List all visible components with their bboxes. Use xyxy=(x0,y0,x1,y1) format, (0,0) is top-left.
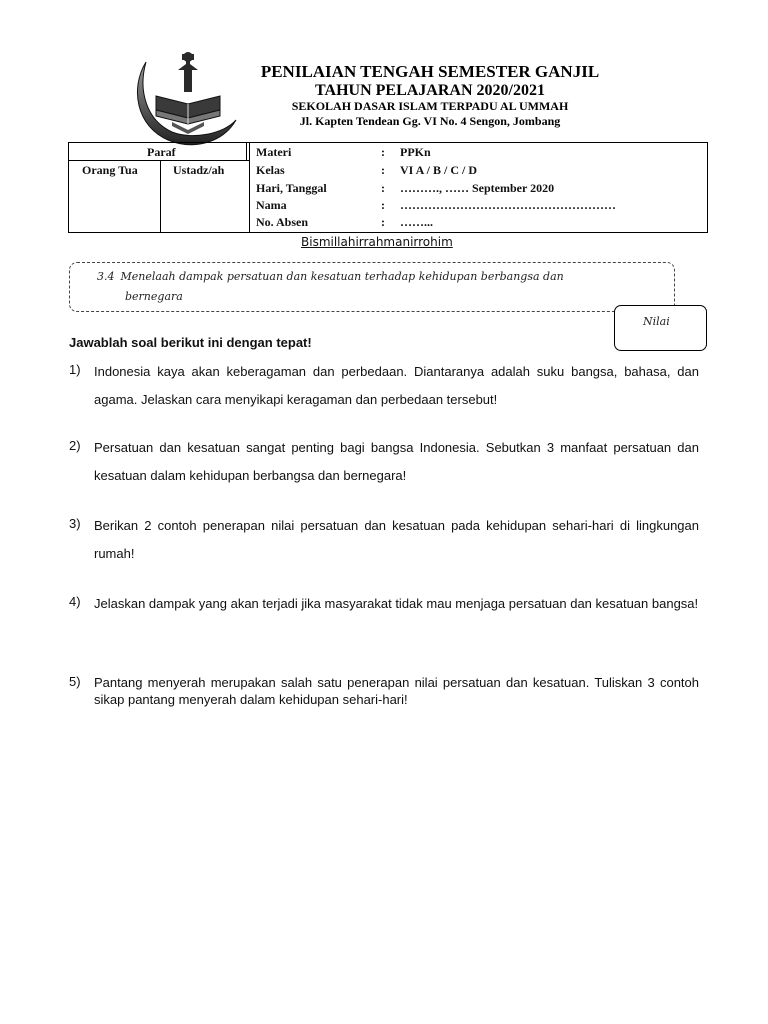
question-text: Jelaskan dampak yang akan terjadi jika masyarakat tidak mau menjaga persatuan dan kesatuan bangsa! xyxy=(94,596,699,611)
question-number: 3) xyxy=(69,516,81,531)
competency-text xyxy=(97,267,669,307)
nama-colon: : xyxy=(381,198,385,212)
question-item xyxy=(69,512,699,568)
kelas-colon: : xyxy=(381,163,385,177)
score-label: Nilai xyxy=(643,315,670,328)
materi-colon: : xyxy=(381,145,385,159)
instruction: Jawablah soal berikut ini dengan tepat! xyxy=(69,335,312,350)
question-item xyxy=(69,590,699,618)
question-text: Berikan 2 contoh penerapan nilai persatuan dan kesatuan pada kehidupan sehari-hari di lingkungan rumah! xyxy=(94,518,699,561)
question-item xyxy=(69,674,699,708)
question-number: 5) xyxy=(69,674,81,689)
date-colon: : xyxy=(381,181,385,195)
absen-colon: : xyxy=(381,215,385,229)
question-item xyxy=(69,358,699,414)
absen-value: ……... xyxy=(400,215,433,229)
school-address: Jl. Kapten Tendean Gg. VI No. 4 Sengon, Jombang xyxy=(299,114,561,128)
table-divider xyxy=(160,161,161,232)
orang-tua-label: Orang Tua xyxy=(82,163,138,177)
competency-line-1: Menelaah dampak persatuan dan kesatuan terhadap kehidupan berbangsa dan xyxy=(120,270,564,283)
info-table xyxy=(68,142,708,233)
question-number: 2) xyxy=(69,438,81,453)
nama-label: Nama xyxy=(256,198,287,212)
date-value: ………., …… September 2020 xyxy=(400,181,555,195)
school-emblem-icon xyxy=(132,48,244,150)
question-text: Persatuan dan kesatuan sangat penting bagi bangsa Indonesia. Sebutkan 3 manfaat persatuan dan kesatuan dalam kehidupan berbangsa dan bernegara! xyxy=(94,440,699,483)
nama-value: ……………………………………………… xyxy=(400,198,616,212)
materi-value: PPKn xyxy=(400,145,431,159)
score-box xyxy=(614,305,707,351)
ustadz-label: Ustadz/ah xyxy=(173,163,225,177)
competency-number: 3.4 xyxy=(97,270,115,283)
question-number: 1) xyxy=(69,362,81,377)
academic-year: TAHUN PELAJARAN 2020/2021 xyxy=(315,82,545,99)
table-divider xyxy=(69,160,249,161)
exam-title: PENILAIAN TENGAH SEMESTER GANJIL xyxy=(260,62,600,81)
date-label: Hari, Tanggal xyxy=(256,181,327,195)
table-divider xyxy=(249,143,250,232)
competency-line-2: bernegara xyxy=(125,290,183,303)
question-item xyxy=(69,434,699,490)
absen-label: No. Absen xyxy=(256,215,309,229)
question-text: Pantang menyerah merupakan salah satu penerapan nilai persatuan dan kesatuan. Tuliskan 3 contoh sikap pantang menyerah dalam kehidupan sehari-hari! xyxy=(94,675,699,707)
question-number: 4) xyxy=(69,594,81,609)
bismillah-heading: Bismillahirrahmanirrohim xyxy=(301,235,453,249)
kelas-label: Kelas xyxy=(256,163,285,177)
question-text: Indonesia kaya akan keberagaman dan perbedaan. Diantaranya adalah suku bangsa, bahasa, dan agama. Jelaskan cara menyikapi keragaman dan perbedaan tersebut! xyxy=(94,364,699,407)
table-divider xyxy=(246,143,247,161)
school-name: SEKOLAH DASAR ISLAM TERPADU AL UMMAH xyxy=(291,99,569,113)
materi-label: Materi xyxy=(256,145,292,159)
paraf-label: Paraf xyxy=(147,145,176,159)
kelas-value: VI A / B / C / D xyxy=(400,163,478,177)
